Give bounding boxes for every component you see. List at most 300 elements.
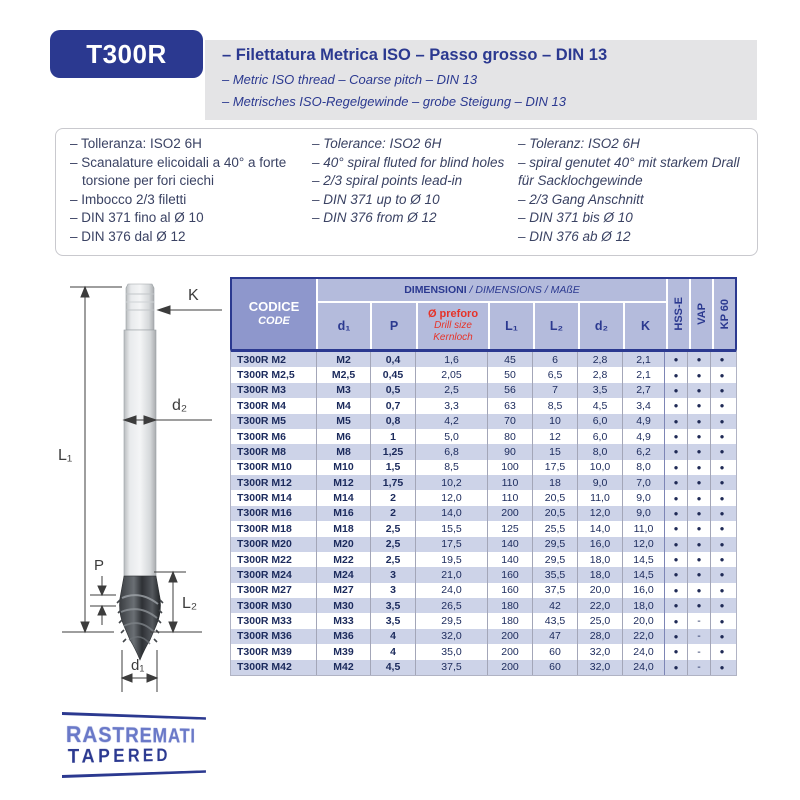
cell-d1: M27 [317,583,371,598]
cell-l1: 63 [488,398,533,413]
table-row [231,660,736,675]
header-l2: L₂ [535,303,578,349]
cell-l2: 6,5 [533,367,578,382]
title-english: – Metric ISO thread – Coarse pitch – DIN 13 [222,72,478,87]
header-hsse: HSS-E [668,279,689,349]
cell-vap: - [688,660,711,675]
cell-kp60: ● [719,524,725,534]
cell-kp60: ● [719,555,725,565]
badge-tapered: TAPERED [67,745,171,768]
cell-d1: M2,5 [317,367,371,382]
cell-k: 2,7 [623,383,665,398]
cell-l2: 37,5 [533,583,578,598]
cell-drill: 37,5 [416,660,488,675]
table-row [231,352,736,367]
cell-d2: 20,0 [578,583,623,598]
cell-d2: 16,0 [578,537,623,552]
cell-vap: - [688,644,711,659]
cell-l1: 50 [488,367,533,382]
cell-k: 14,5 [623,552,665,567]
product-code: T300R [86,38,167,69]
badge-rastremati: RASTREMATI [65,721,196,747]
cell-l2: 6 [533,352,578,367]
cell-code: T300R M20 [231,537,317,552]
cell-kp60: ● [719,539,725,549]
cell-vap: ● [688,383,711,398]
cell-kp60: ● [719,370,725,380]
cell-code: T300R M8 [231,444,317,459]
cell-d1: M5 [317,414,371,429]
cell-d2: 18,0 [578,567,623,582]
cell-p: 1,75 [371,475,416,490]
header-codice: CODICE CODE [232,279,316,349]
cell-code: T300R M3 [231,383,317,398]
cell-code: T300R M36 [231,629,317,644]
features-box [55,128,758,256]
cell-k: 2,1 [623,352,665,367]
cell-code: T300R M39 [231,644,317,659]
cell-k: 16,0 [623,583,665,598]
cell-l1: 110 [488,490,533,505]
feature-item: – 2/3 spiral points lead-in [312,173,463,188]
cell-d1: M22 [317,552,371,567]
cell-hsse: ● [665,644,688,659]
cell-code: T300R M12 [231,475,317,490]
header-d1: d₁ [318,303,370,349]
table-row [231,490,736,505]
cell-drill: 3,3 [416,398,488,413]
table-body [230,349,737,676]
cell-kp60: ● [719,631,725,641]
cell-kp60: ● [719,478,725,488]
cell-l1: 80 [488,429,533,444]
cell-code: T300R M18 [231,521,317,536]
cell-k: 2,1 [623,367,665,382]
cell-k: 6,2 [623,444,665,459]
table-row [231,567,736,582]
cell-vap: ● [688,475,711,490]
cell-l1: 200 [488,644,533,659]
table-header [230,277,737,351]
cell-p: 2 [371,506,416,521]
cell-l1: 200 [488,506,533,521]
cell-l2: 17,5 [533,460,578,475]
cell-l2: 15 [533,444,578,459]
cell-d2: 6,0 [578,414,623,429]
cell-drill: 29,5 [416,613,488,628]
cell-hsse: ● [665,490,688,505]
table-row [231,506,736,521]
cell-kp60: ● [719,493,725,503]
table-row [231,414,736,429]
feature-item: – DIN 371 fino al Ø 10 [70,210,204,225]
features-german [518,135,750,246]
cell-kp60: ● [719,355,725,365]
table-row [231,537,736,552]
cell-d2: 6,0 [578,429,623,444]
cell-d2: 8,0 [578,444,623,459]
cell-code: T300R M2 [231,352,317,367]
table-row [231,367,736,382]
cell-p: 0,4 [371,352,416,367]
cell-vap: ● [688,398,711,413]
cell-l2: 42 [533,598,578,613]
cell-l2: 35,5 [533,567,578,582]
cell-drill: 4,2 [416,414,488,429]
cell-p: 1 [371,429,416,444]
cell-p: 4,5 [371,660,416,675]
cell-p: 1,5 [371,460,416,475]
cell-vap: ● [688,537,711,552]
cell-hsse: ● [665,537,688,552]
cell-k: 8,0 [623,460,665,475]
cell-p: 3 [371,583,416,598]
cell-code: T300R M2,5 [231,367,317,382]
cell-hsse: ● [665,383,688,398]
feature-item: – 40° spiral fluted for blind holes [312,154,505,170]
cell-drill: 8,5 [416,460,488,475]
cell-l1: 200 [488,660,533,675]
cell-p: 2,5 [371,552,416,567]
header-l1: L₁ [490,303,533,349]
cell-p: 3 [371,567,416,582]
cell-p: 0,45 [371,367,416,382]
cell-l2: 60 [533,644,578,659]
feature-item: – Imbocco 2/3 filetti [70,191,187,207]
cell-code: T300R M30 [231,598,317,613]
cell-kp60: ● [719,570,725,580]
cell-hsse: ● [665,352,688,367]
dim-label-d2: d₂ [172,397,188,414]
cell-l2: 47 [533,629,578,644]
cell-k: 4,9 [623,429,665,444]
cell-d1: M24 [317,567,371,582]
cell-k: 7,0 [623,475,665,490]
header-k: K [625,303,666,349]
cell-k: 18,0 [623,598,665,613]
cell-l1: 70 [488,414,533,429]
cell-kp60: ● [719,662,725,672]
cell-d2: 2,8 [578,367,623,382]
cell-l1: 180 [488,598,533,613]
title-italian: – Filettatura Metrica ISO – Passo grosso – DIN 13 [222,46,608,64]
feature-item: – Toleranz: ISO2 6H [518,136,640,151]
cell-code: T300R M24 [231,567,317,582]
cell-k: 11,0 [623,521,665,536]
cell-drill: 10,2 [416,475,488,490]
cell-code: T300R M10 [231,460,317,475]
cell-l2: 20,5 [533,506,578,521]
cell-drill: 35,0 [416,644,488,659]
cell-k: 9,0 [623,506,665,521]
cell-vap: ● [688,490,711,505]
cell-kp60: ● [719,432,725,442]
cell-d1: M8 [317,444,371,459]
cell-k: 24,0 [623,660,665,675]
table-row [231,644,736,659]
header-p: P [372,303,416,349]
cell-code: T300R M27 [231,583,317,598]
cell-l2: 20,5 [533,490,578,505]
cell-l2: 10 [533,414,578,429]
cell-p: 0,5 [371,383,416,398]
cell-d2: 25,0 [578,613,623,628]
cell-l1: 125 [488,521,533,536]
cell-vap: ● [688,352,711,367]
feature-item: – 2/3 Gang Anschnitt [518,191,644,207]
cell-l2: 60 [533,660,578,675]
cell-l2: 8,5 [533,398,578,413]
header-vap: VAP [691,279,712,349]
cell-d1: M6 [317,429,371,444]
cell-d2: 4,5 [578,398,623,413]
feature-item: – Tolleranza: ISO2 6H [70,136,202,151]
cell-k: 24,0 [623,644,665,659]
cell-drill: 17,5 [416,537,488,552]
features-english [312,135,517,228]
cell-hsse: ● [665,429,688,444]
cell-k: 4,9 [623,414,665,429]
cell-drill: 5,0 [416,429,488,444]
cell-code: T300R M33 [231,613,317,628]
cell-hsse: ● [665,660,688,675]
cell-d2: 3,5 [578,383,623,398]
cell-p: 0,7 [371,398,416,413]
cell-drill: 2,05 [416,367,488,382]
cell-l1: 90 [488,444,533,459]
table-row [231,460,736,475]
cell-kp60: ● [719,401,725,411]
cell-l1: 100 [488,460,533,475]
cell-l1: 140 [488,537,533,552]
product-code-box [50,30,203,78]
cell-drill: 24,0 [416,583,488,598]
cell-p: 0,8 [371,414,416,429]
cell-hsse: ● [665,613,688,628]
cell-d1: M14 [317,490,371,505]
cell-hsse: ● [665,367,688,382]
header-kp60: KP 60 [714,279,735,349]
cell-l1: 140 [488,552,533,567]
table-row [231,583,736,598]
cell-drill: 15,5 [416,521,488,536]
header-drill-size: Ø preforo Drill size Kernloch [418,303,488,349]
cell-hsse: ● [665,567,688,582]
cell-l2: 25,5 [533,521,578,536]
dim-label-l1: L₁ [58,447,73,464]
cell-l1: 160 [488,583,533,598]
table-row [231,598,736,613]
cell-code: T300R M16 [231,506,317,521]
cell-p: 2 [371,490,416,505]
cell-d1: M12 [317,475,371,490]
cell-drill: 19,5 [416,552,488,567]
cell-d1: M16 [317,506,371,521]
feature-item: – spiral genutet 40° mit starkem Drall für Sacklochgewinde [518,154,740,188]
cell-l2: 43,5 [533,613,578,628]
cell-l2: 12 [533,429,578,444]
table-row [231,383,736,398]
cell-vap: ● [688,444,711,459]
cell-hsse: ● [665,521,688,536]
dim-label-l2: L₂ [182,595,198,612]
cell-d1: M10 [317,460,371,475]
cell-k: 12,0 [623,537,665,552]
cell-d2: 32,0 [578,660,623,675]
cell-l1: 160 [488,567,533,582]
cell-p: 2,5 [371,521,416,536]
cell-hsse: ● [665,598,688,613]
cell-k: 3,4 [623,398,665,413]
cell-code: T300R M5 [231,414,317,429]
cell-vap: ● [688,460,711,475]
feature-item: – DIN 371 bis Ø 10 [518,210,633,225]
cell-code: T300R M6 [231,429,317,444]
cell-vap: ● [688,598,711,613]
cell-hsse: ● [665,414,688,429]
cell-vap: ● [688,429,711,444]
dim-label-k: K [188,287,199,304]
dim-label-d1: d₁ [131,657,145,674]
cell-hsse: ● [665,398,688,413]
cell-p: 3,5 [371,613,416,628]
header-dimensions: DIMENSIONI / DIMENSIONS / MAßE [318,279,666,301]
cell-vap: ● [688,506,711,521]
cell-d2: 32,0 [578,644,623,659]
cell-l1: 200 [488,629,533,644]
cell-p: 2,5 [371,537,416,552]
cell-d1: M30 [317,598,371,613]
cell-kp60: ● [719,462,725,472]
cell-hsse: ● [665,475,688,490]
cell-kp60: ● [719,385,725,395]
cell-d1: M33 [317,613,371,628]
title-german: – Metrisches ISO-Regelgewinde – grobe Steigung – DIN 13 [222,94,566,109]
cell-l1: 56 [488,383,533,398]
table-row [231,521,736,536]
cell-vap: ● [688,521,711,536]
cell-k: 9,0 [623,490,665,505]
cell-l2: 29,5 [533,537,578,552]
feature-item: – DIN 376 dal Ø 12 [70,228,186,244]
cell-l2: 18 [533,475,578,490]
tap-technical-drawing [50,268,230,708]
table-row [231,475,736,490]
header-d2: d₂ [580,303,623,349]
cell-drill: 12,0 [416,490,488,505]
cell-k: 14,5 [623,567,665,582]
cell-vap: ● [688,414,711,429]
feature-item: – Scanalature elicoidali a 40° a forte torsione per fori ciechi [70,154,287,188]
cell-drill: 1,6 [416,352,488,367]
cell-code: T300R M22 [231,552,317,567]
cell-kp60: ● [719,647,725,657]
cell-d1: M20 [317,537,371,552]
cell-vap: - [688,613,711,628]
cell-kp60: ● [719,585,725,595]
cell-d1: M36 [317,629,371,644]
cell-d2: 18,0 [578,552,623,567]
dim-label-p: P [94,557,105,574]
cell-l2: 7 [533,383,578,398]
cell-p: 4 [371,629,416,644]
cell-l1: 45 [488,352,533,367]
table-row [231,613,736,628]
table-row [231,398,736,413]
cell-d2: 14,0 [578,521,623,536]
cell-k: 20,0 [623,613,665,628]
cell-d1: M39 [317,644,371,659]
cell-d2: 2,8 [578,352,623,367]
cell-d2: 12,0 [578,506,623,521]
cell-l1: 180 [488,613,533,628]
cell-d2: 28,0 [578,629,623,644]
cell-drill: 21,0 [416,567,488,582]
table-row [231,444,736,459]
cell-d2: 9,0 [578,475,623,490]
cell-hsse: ● [665,460,688,475]
cell-vap: ● [688,567,711,582]
table-row [231,429,736,444]
cell-p: 4 [371,644,416,659]
tap-illustration [117,284,163,660]
cell-hsse: ● [665,552,688,567]
cell-kp60: ● [719,601,725,611]
table-row [231,629,736,644]
cell-l2: 29,5 [533,552,578,567]
cell-hsse: ● [665,629,688,644]
cell-kp60: ● [719,416,725,426]
cell-drill: 2,5 [416,383,488,398]
cell-vap: - [688,629,711,644]
feature-item: – DIN 371 up to Ø 10 [312,191,440,207]
cell-drill: 14,0 [416,506,488,521]
cell-p: 3,5 [371,598,416,613]
cell-d1: M4 [317,398,371,413]
cell-d2: 22,0 [578,598,623,613]
cell-code: T300R M42 [231,660,317,675]
cell-drill: 6,8 [416,444,488,459]
features-italian [70,135,308,246]
cell-d2: 10,0 [578,460,623,475]
dimension-table [230,277,737,676]
cell-hsse: ● [665,444,688,459]
cell-vap: ● [688,367,711,382]
cell-d1: M18 [317,521,371,536]
cell-drill: 32,0 [416,629,488,644]
table-row [231,552,736,567]
cell-kp60: ● [719,508,725,518]
cell-d2: 11,0 [578,490,623,505]
cell-d1: M2 [317,352,371,367]
cell-k: 22,0 [623,629,665,644]
cell-code: T300R M14 [231,490,317,505]
cell-code: T300R M4 [231,398,317,413]
cell-l1: 110 [488,475,533,490]
cell-vap: ● [688,552,711,567]
cell-kp60: ● [719,447,725,457]
cell-vap: ● [688,583,711,598]
feature-item: – Tolerance: ISO2 6H [312,136,442,151]
cell-kp60: ● [719,616,725,626]
feature-item: – DIN 376 ab Ø 12 [518,228,631,244]
cell-d1: M42 [317,660,371,675]
tapered-badge [62,712,206,778]
cell-d1: M3 [317,383,371,398]
cell-p: 1,25 [371,444,416,459]
feature-item: – DIN 376 from Ø 12 [312,210,437,225]
cell-hsse: ● [665,583,688,598]
